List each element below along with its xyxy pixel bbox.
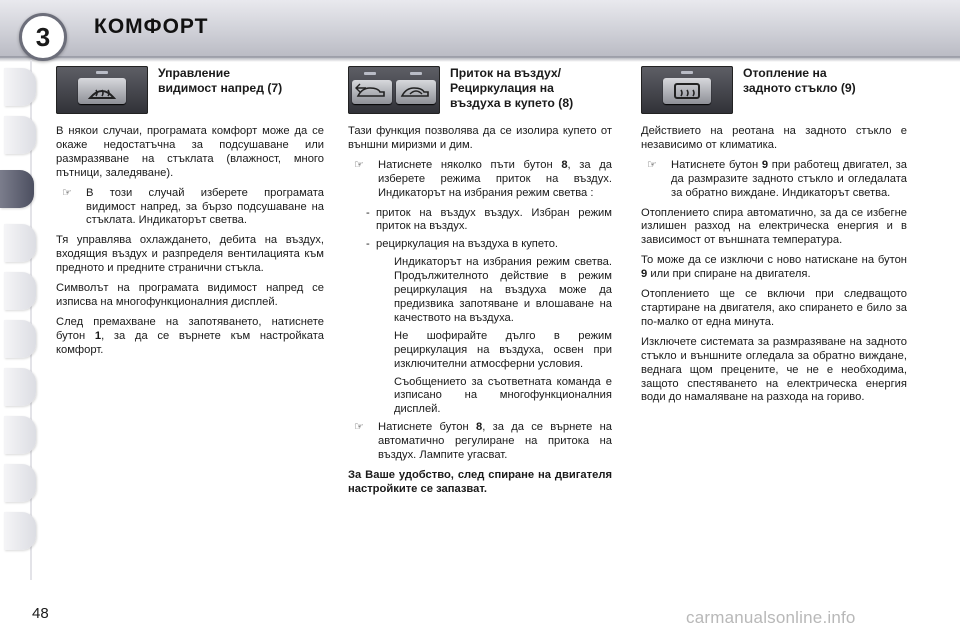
instruction-text: , за да се върнете на автоматично регулиране на притока на въздух. Лампите угасват.	[378, 421, 612, 462]
pointing-hand-icon: ☞	[354, 158, 364, 171]
button-reference: 9	[761, 158, 769, 171]
button-reference: 8	[561, 158, 568, 171]
indented-paragraph: Съобщението за съответната команда е изписано на многофункционалния дисплей.	[394, 375, 612, 416]
indicator-led	[410, 72, 422, 75]
instruction-item	[348, 159, 612, 201]
watermark: carmanualsonline.info	[686, 608, 856, 627]
chapter-tab-3-active[interactable]	[0, 170, 34, 208]
chapter-tab-8[interactable]	[4, 416, 36, 454]
section-title-line: Приток на въздух/	[450, 66, 562, 80]
section-title-line: задното стъкло (9)	[743, 81, 856, 95]
indicator-led	[96, 71, 108, 74]
recirculation-symbol	[396, 80, 436, 104]
paragraph: Символът на програмата видимост напред се изписва на многофункционалния дисплей.	[56, 282, 324, 308]
section-header	[641, 62, 907, 118]
chapter-tab-5[interactable]	[4, 272, 36, 310]
section-title-line: въздуха в купето (8)	[450, 96, 574, 110]
paragraph: Отоплението спира автоматично, за да се избегне излишен разход на електрическа енергия и в зависимост от външната температура.	[641, 206, 907, 247]
paragraph	[56, 316, 324, 358]
paragraph	[641, 254, 907, 282]
section-title	[158, 66, 282, 96]
section-header	[56, 62, 324, 118]
pointing-hand-icon: ☞	[62, 186, 72, 199]
instruction-text: Натиснете бутон	[378, 421, 476, 434]
section-title-line: Управление	[158, 66, 231, 80]
paragraph: Изключете системата за размразяване на задното стъкло и външните огледала за обратно виждане, веднага щом прецените, че не е необходима, защото спестяването на електрическа енергия води до намаляване на разхода на гориво.	[641, 335, 907, 404]
section-air-intake	[348, 62, 612, 503]
fresh-air-symbol	[352, 80, 392, 104]
section-body	[56, 125, 324, 358]
section-title	[743, 66, 856, 96]
paragraph: Отоплението ще се включи при следващото стартиране на двигателя, ако спирането е било за по-малко от една минута.	[641, 288, 907, 328]
indented-paragraph: Не шофирайте дълго в режим рециркулация на въздуха, освен при изключителни атмосферни условия.	[394, 329, 612, 370]
control-button-image	[78, 78, 126, 104]
section-front-visibility	[56, 62, 324, 364]
rear-window-symbol	[663, 78, 711, 104]
chapter-tab-2[interactable]	[4, 116, 36, 154]
section-title-line: Рециркулация на	[450, 81, 554, 95]
paragraph-text: или при спиране на двигателя.	[647, 268, 811, 281]
chapter-tab-7[interactable]	[4, 368, 36, 406]
paragraph: Тя управлява охлаждането, дебита на въздух, входящия въздух и разпределя вентилацията към предното и предните странични стъкла.	[56, 234, 324, 275]
section-title-line: Отопление на	[743, 66, 827, 80]
paragraph-text: То може да се изключи с ново натискане на бутон	[641, 254, 907, 267]
chapter-tab-10[interactable]	[4, 512, 36, 550]
chapter-tab-9[interactable]	[4, 464, 36, 502]
instruction-text: В този случай изберете програмата видимост напред, за бързо подсушаване на стъклата. Индикаторът светва.	[86, 186, 324, 227]
chapter-title: КОМФОРТ	[94, 15, 209, 38]
section-title-line: видимост напред (7)	[158, 81, 283, 95]
instruction-text: Натиснете бутон	[671, 158, 762, 171]
option-item	[348, 207, 612, 235]
instruction-text: при работещ двигател, за да размразите задното стъкло и огледалата за обратно виждане. Индикаторът светва.	[671, 158, 907, 199]
instruction-item	[56, 187, 324, 229]
page-number: 48	[32, 605, 49, 622]
chapter-thumb-tabs	[0, 60, 46, 580]
section-title	[450, 66, 573, 111]
instruction-text: Натиснете няколко пъти бутон	[378, 158, 562, 171]
section-rear-heating	[641, 62, 907, 411]
chapter-tab-4[interactable]	[4, 224, 36, 262]
option-text: рециркулация на въздуха в купето.	[376, 238, 559, 251]
dash-marker: -	[366, 238, 370, 251]
chapter-tab-1[interactable]	[4, 68, 36, 106]
front-windscreen-demist-icon	[56, 66, 148, 114]
chapter-number-badge: 3	[19, 13, 67, 61]
paragraph: В някои случаи, програмата комфорт може да се окаже недостатъчна за подсушаване или размразяване на стъклата (влажност, много пътници, заледяване).	[56, 125, 324, 179]
option-item	[348, 238, 612, 252]
instruction-item	[348, 421, 612, 463]
paragraph-text: След премахване на запотяването, натиснете бутон	[56, 315, 324, 342]
memory-note: За Ваше удобство, след спиране на двигателя настройките се запазват.	[348, 468, 612, 495]
section-body	[641, 125, 907, 405]
paragraph: Действието на реотана на задното стъкло е независимо от климатика.	[641, 125, 907, 151]
button-reference: 9	[641, 268, 648, 281]
control-button-image	[352, 80, 392, 104]
rear-window-heating-icon	[641, 66, 733, 114]
pointing-hand-icon: ☞	[354, 421, 364, 434]
control-button-image	[663, 78, 711, 104]
section-body	[348, 125, 612, 497]
indicator-led	[364, 72, 376, 75]
dash-marker: -	[366, 206, 370, 219]
pointing-hand-icon: ☞	[647, 158, 657, 171]
button-reference: 1	[94, 329, 102, 342]
section-header	[348, 62, 612, 118]
indented-paragraph: Индикаторът на избрания режим светва. Продължителното действие в режим рециркулация на въздуха може да предизвика запотяване и влошаване на качеството на въздуха.	[394, 256, 612, 324]
paragraph: Тази функция позволява да се изолира купето от външни миризми и дим.	[348, 125, 612, 151]
instruction-item	[641, 159, 907, 201]
chapter-tab-6[interactable]	[4, 320, 36, 358]
paragraph-text: , за да се върнете към настройката комфорт.	[56, 329, 324, 356]
instruction-text: , за да изберете режима приток на въздух. Индикаторът на избрания режим светва :	[378, 158, 612, 199]
button-reference: 8	[475, 421, 483, 434]
option-text: приток на въздух въздух. Избран режим приток на въздух.	[376, 206, 612, 233]
air-recirculation-icon	[348, 66, 440, 114]
indicator-led	[681, 71, 693, 74]
windscreen-symbol	[78, 78, 126, 104]
control-button-image	[396, 80, 436, 104]
